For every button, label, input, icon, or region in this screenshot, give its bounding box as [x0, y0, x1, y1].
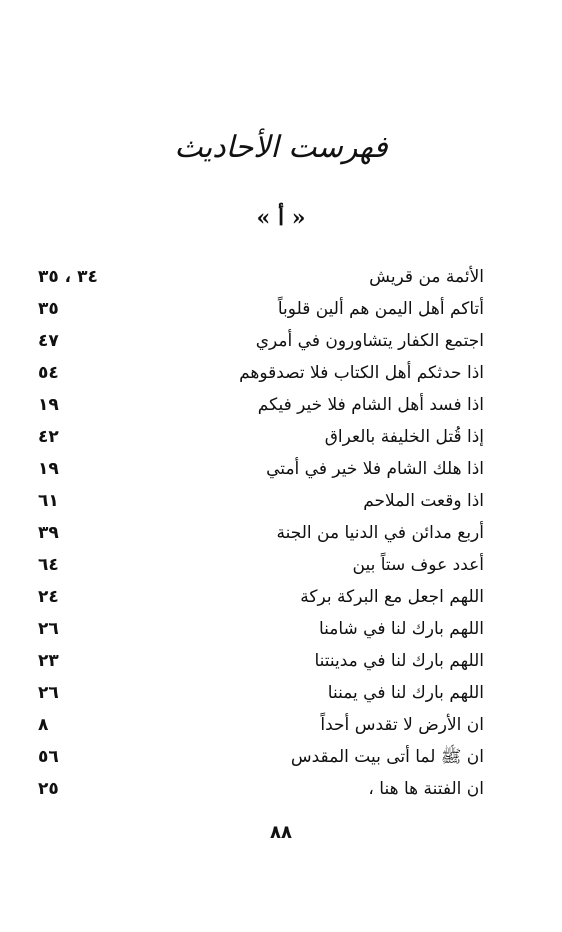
hadith-text: اذا فسد أهل الشام فلا خير فيكم: [257, 395, 484, 415]
hadith-text: اللهم اجعل مع البركة بركة: [300, 587, 484, 607]
page-reference: ٢٦: [38, 683, 59, 703]
list-item: [0, 550, 562, 582]
list-item: [0, 454, 562, 486]
page-reference: ٢٣: [38, 651, 59, 671]
list-item: [0, 358, 562, 390]
page-reference: ١٩: [38, 395, 59, 415]
page-reference: ٢٤: [38, 587, 59, 607]
page-reference: ٣٤ ، ٣٥: [38, 267, 98, 287]
list-item: [0, 742, 562, 774]
hadith-text: اذا حدثكم أهل الكتاب فلا تصدقوهم: [239, 363, 484, 383]
hadith-text: اللهم بارك لنا في مدينتنا: [314, 651, 484, 671]
list-item: [0, 710, 562, 742]
page-reference: ٤٢: [38, 427, 59, 447]
hadith-text: اللهم بارك لنا في شامنا: [318, 619, 484, 639]
hadith-text: ان ﷺ لما أتى بيت المقدس: [290, 747, 484, 767]
list-item: [0, 294, 562, 326]
page-reference: ٤٧: [38, 331, 59, 351]
hadith-text: ان الفتنة ها هنا ،: [368, 779, 484, 799]
hadith-text: اذا وقعت الملاحم: [363, 491, 484, 511]
hadith-text: اجتمع الكفار يتشاورون في أمري: [255, 331, 484, 351]
list-item: [0, 678, 562, 710]
list-item: [0, 262, 562, 294]
hadith-text: ان الأرض لا تقدس أحداً: [320, 715, 484, 735]
hadith-text: أعدد عوف ستاً بين: [352, 555, 484, 575]
page-reference: ٥٤: [38, 363, 59, 383]
list-item: [0, 582, 562, 614]
hadith-text: اذا هلك الشام فلا خير في أمتي: [266, 459, 484, 479]
list-item: [0, 422, 562, 454]
page-title: فهرست الأحاديث: [174, 130, 388, 165]
page-reference: ٦١: [38, 491, 59, 511]
list-item: [0, 518, 562, 550]
page-reference: ٦٤: [38, 555, 59, 575]
page-reference: ٣٥: [38, 299, 59, 319]
page-reference: ٢٦: [38, 619, 59, 639]
hadith-text: الأئمة من قريش: [369, 267, 484, 287]
page-reference: ٢٥: [38, 779, 59, 799]
list-item: [0, 774, 562, 806]
page-reference: ٨: [38, 715, 49, 735]
list-item: [0, 390, 562, 422]
section-letter: « أ »: [256, 205, 306, 231]
hadith-text: أربع مدائن في الدنيا من الجنة: [276, 523, 484, 543]
hadith-text: إذا قُتل الخليفة بالعراق: [324, 427, 484, 447]
list-item: [0, 646, 562, 678]
page-number: ٨٨: [270, 822, 292, 843]
hadith-text: أتاكم أهل اليمن هم ألين قلوباً: [277, 299, 484, 319]
hadith-index-list: [0, 262, 562, 806]
page-reference: ٣٩: [38, 523, 59, 543]
list-item: [0, 614, 562, 646]
page-reference: ٥٦: [38, 747, 59, 767]
list-item: [0, 326, 562, 358]
page-reference: ١٩: [38, 459, 59, 479]
list-item: [0, 486, 562, 518]
hadith-text: اللهم بارك لنا في يمننا: [327, 683, 484, 703]
